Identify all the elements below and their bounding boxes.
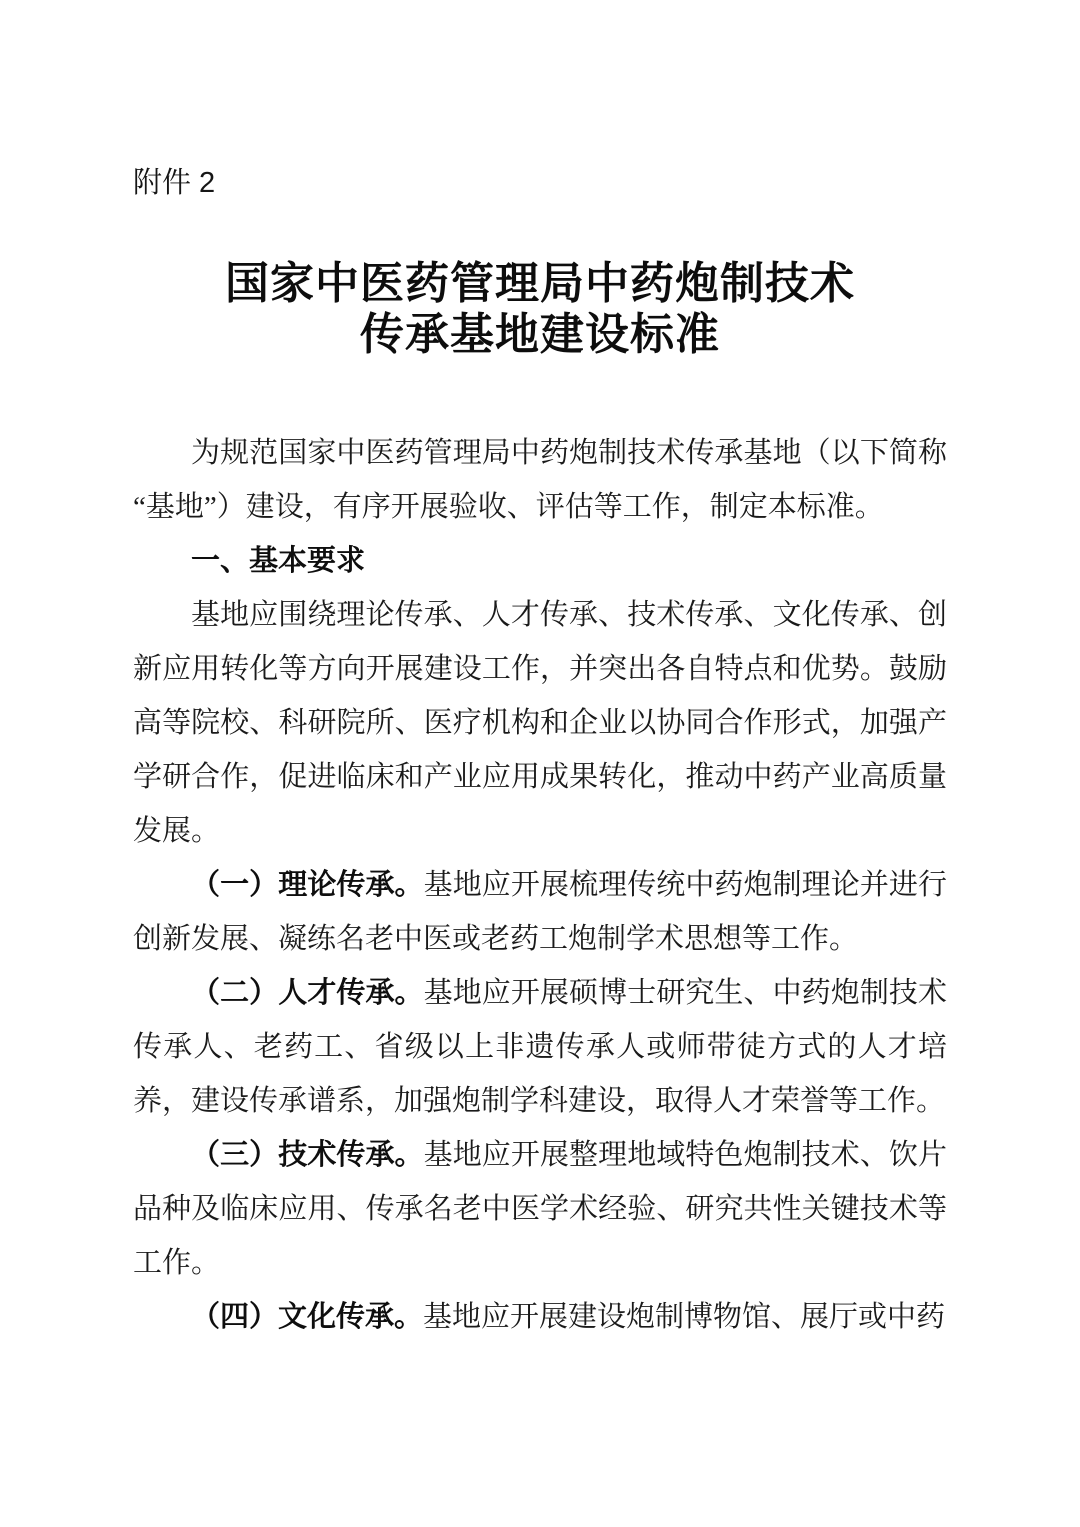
document-body — [133, 426, 947, 1344]
clause-4-text: 基地应开展建设炮制博物馆、展厅或中药 — [423, 1301, 946, 1333]
section-lead-paragraph: 基地应围绕理论传承、人才传承、技术传承、文化传承、创新应用转化等方向开展建设工作，并突出各自特点和优势。鼓励高等院校、科研院所、医疗机构和企业以协同合作形式，加强产学研合作，促进临床和产业应用成果转化，推动中药产业高质量发展。 — [133, 599, 947, 847]
document-content — [133, 166, 947, 1344]
clause-paragraph-3 — [133, 1128, 947, 1290]
clause-2-text: 基地应开展硕博士研究生、中药炮制技术传承人、老药工、省级以上非遗传承人或师带徒方式的人才培养，建设传承谱系，加强炮制学科建设，取得人才荣誉等工作。 — [133, 977, 947, 1117]
clause-4-label: （四）文化传承。 — [191, 1301, 424, 1333]
clause-1-text: 基地应开展梳理传统中药炮制理论并进行创新发展、凝练名老中医或老药工炮制学术思想等工作。 — [133, 869, 947, 955]
clause-1-label: （一）理论传承。 — [191, 869, 424, 901]
document-title — [133, 258, 947, 360]
attachment-label: 附件 2 — [133, 167, 216, 199]
clause-2-label: （二）人才传承。 — [191, 977, 424, 1009]
section-heading: 一、基本要求 — [191, 545, 366, 577]
intro-paragraph: 为规范国家中医药管理局中药炮制技术传承基地（以下简称“基地”）建设，有序开展验收、评估等工作，制定本标准。 — [133, 437, 947, 523]
clause-3-text: 基地应开展整理地域特色炮制技术、饮片品种及临床应用、传承名老中医学术经验、研究共性关键技术等工作。 — [133, 1139, 947, 1279]
clause-paragraph-1 — [133, 858, 947, 966]
clause-paragraph-2 — [133, 966, 947, 1128]
document-title-line-2: 传承基地建设标准 — [360, 310, 720, 359]
clause-3-label: （三）技术传承。 — [191, 1139, 424, 1171]
document-title-line-1: 国家中医药管理局中药炮制技术 — [225, 259, 855, 308]
clause-paragraph-4 — [133, 1290, 947, 1344]
